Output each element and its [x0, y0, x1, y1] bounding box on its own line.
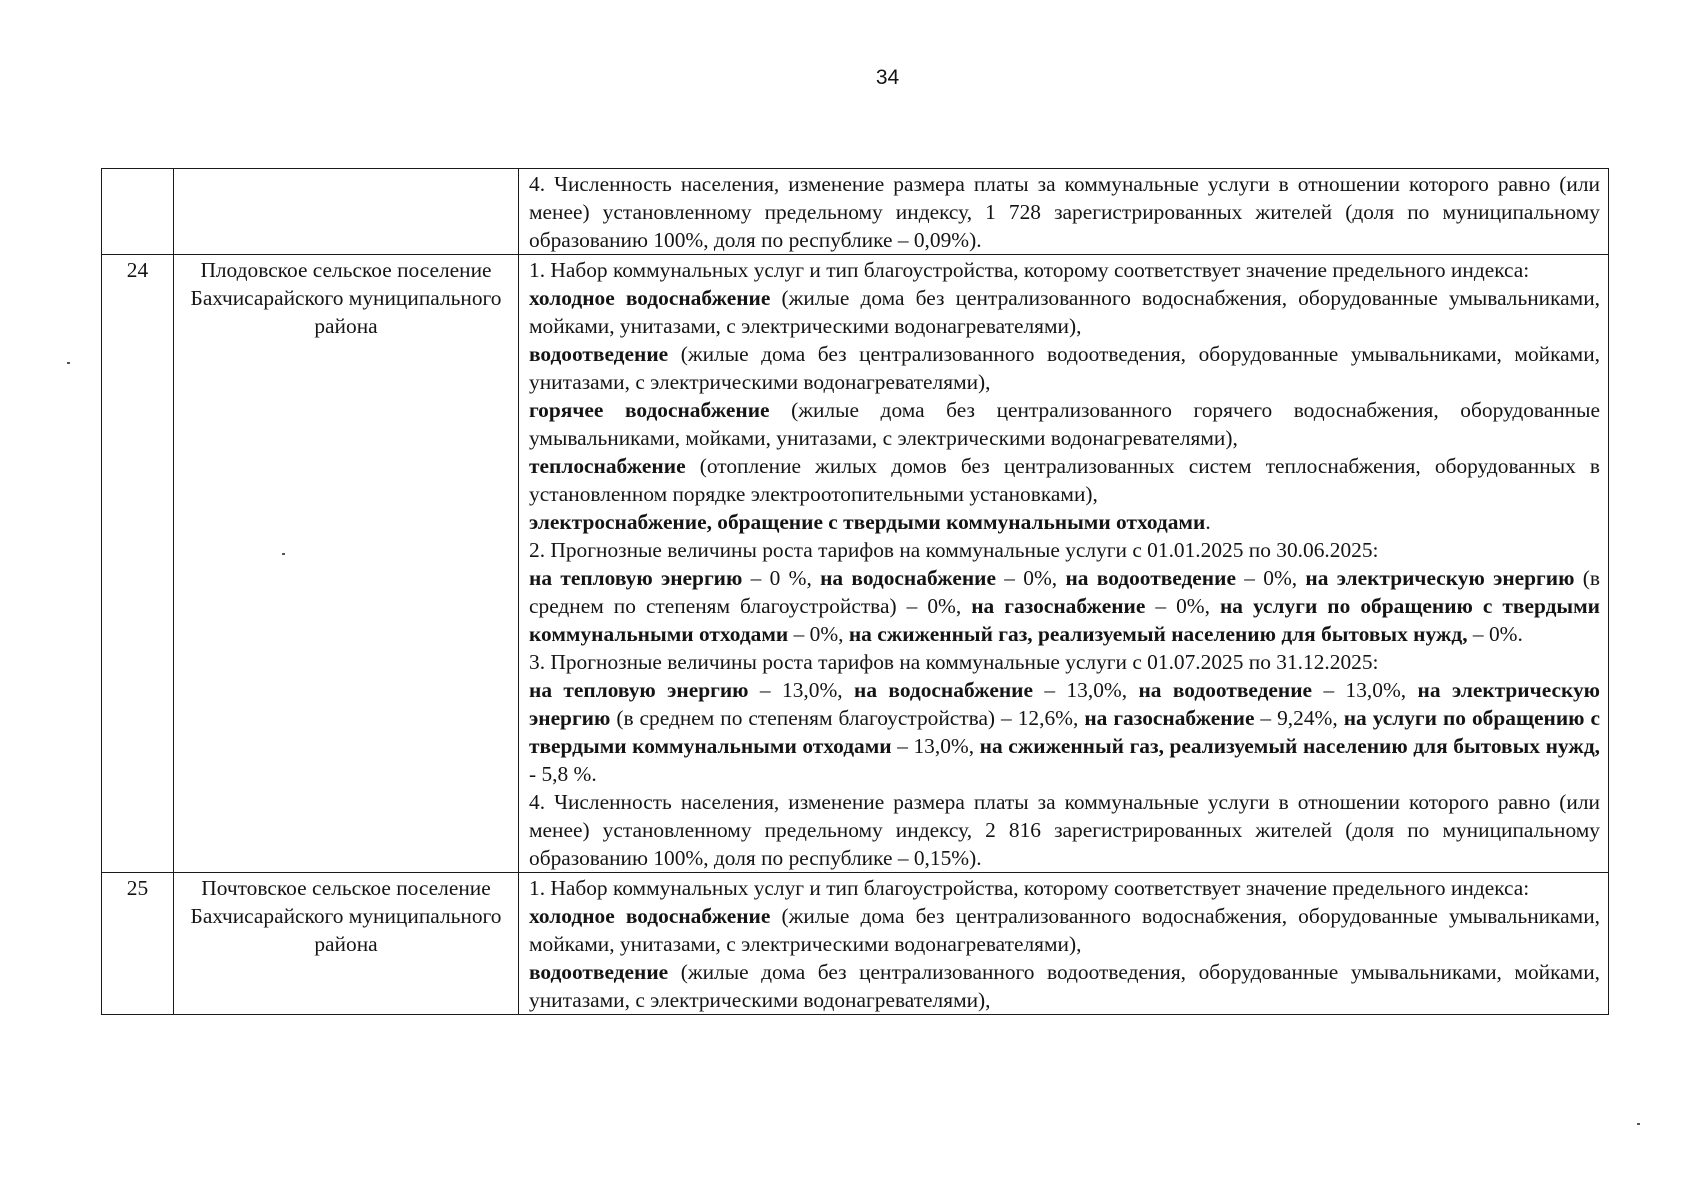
cold-water-text: (жилые дома без централизованного водоснабжения, оборудованные умывальниками, мойками, унитазами, с электрическими водонагревателями),: [529, 904, 1600, 956]
forecast-h2-values: [529, 676, 1600, 788]
forecast-h2-elec-value: (в среднем по степеням благоустройства) – 12,6%,: [610, 706, 1085, 730]
forecast-h2-heat-label: на тепловую энергию: [529, 678, 749, 702]
table-row: [102, 169, 1609, 255]
forecast-h1-water-label: на водоснабжение: [820, 566, 996, 590]
cold-water-text: (жилые дома без централизованного водоснабжения, оборудованные умывальниками, мойками, унитазами, с электрическими водонагревателями),: [529, 286, 1600, 338]
scan-speck: [67, 362, 70, 364]
forecast-h2-water-label: на водоснабжение: [854, 678, 1033, 702]
cold-water-label: холодное водоснабжение: [529, 286, 771, 310]
drainage-paragraph: [529, 958, 1600, 1014]
description-cell: [519, 255, 1609, 873]
forecast-h1-elec-label: на электрическую энергию: [1305, 566, 1575, 590]
forecast-h1-gas-label: на газоснабжение: [971, 594, 1146, 618]
forecast-h1-waste-value: – 0%,: [788, 622, 849, 646]
forecast-h1-intro: 2. Прогнозные величины роста тарифов на коммунальные услуги с 01.01.2025 по 30.06.2025:: [529, 538, 1379, 562]
page-number: 34: [875, 66, 900, 89]
forecast-h1-heat-label: на тепловую энергию: [529, 566, 743, 590]
scan-speck: [1637, 1123, 1640, 1125]
forecast-h1-water-value: – 0%,: [995, 566, 1066, 590]
forecast-h1-heat-value: – 0 %,: [742, 566, 821, 590]
municipality-name-cell: [174, 169, 519, 255]
cold-water-paragraph: [529, 902, 1600, 958]
cold-water-label: холодное водоснабжение: [529, 904, 771, 928]
services-set-paragraph: [529, 874, 1600, 902]
row-number-cell: [102, 169, 174, 255]
forecast-h2-lpg-value: - 5,8 %.: [529, 762, 597, 786]
forecast-h2-water-value: – 13,0%,: [1032, 678, 1139, 702]
tariff-table: [101, 168, 1609, 1015]
forecast-h2-drain-value: – 13,0%,: [1312, 678, 1418, 702]
forecast-h2-intro: 3. Прогнозные величины роста тарифов на коммунальные услуги с 01.07.2025 по 31.12.2025:: [529, 650, 1379, 674]
forecast-h2-elec-label: на электрическую энергию: [529, 678, 1601, 730]
forecast-h2-gas-value: – 9,24%,: [1254, 706, 1344, 730]
forecast-h1-drain-value: – 0%,: [1235, 566, 1306, 590]
forecast-h1-drain-label: на водоотведение: [1065, 566, 1236, 590]
description-cell: [519, 873, 1609, 1015]
services-set-intro: 1. Набор коммунальных услуг и тип благоустройства, которому соответствует значение предельного индекса:: [529, 258, 1530, 282]
electricity-waste-paragraph: [529, 508, 1600, 536]
municipality-name-cell: Плодовское сельское поселение Бахчисарайского муниципального района: [174, 255, 519, 873]
forecast-h1-values: [529, 564, 1600, 648]
heating-text: (отопление жилых домов без централизованных систем теплоснабжения, оборудованных в установленном порядке электроотопительными установками),: [529, 454, 1600, 506]
drainage-paragraph: [529, 340, 1600, 396]
drainage-text: (жилые дома без централизованного водоотведения, оборудованные умывальниками, мойками, унитазами, с электрическими водонагревателями),: [529, 960, 1600, 1012]
forecast-h1-lpg-label: на сжиженный газ, реализуемый населению для бытовых нужд,: [848, 622, 1468, 646]
description-cell: [519, 169, 1609, 255]
table-row: [102, 873, 1609, 1015]
hot-water-label: горячее водоснабжение: [529, 398, 770, 422]
forecast-h2-lpg-label: на сжиженный газ, реализуемый населению для бытовых нужд,: [979, 734, 1600, 758]
forecast-h2-heat-value: – 13,0%,: [748, 678, 855, 702]
services-set-intro: 1. Набор коммунальных услуг и тип благоустройства, которому соответствует значение предельного индекса:: [529, 876, 1530, 900]
row-number-cell: 25: [102, 873, 174, 1015]
population-paragraph: 4. Численность населения, изменение размера платы за коммунальные услуги в отношении которого равно (или менее) установленному предельному индексу, 1 728 зарегистрированных жителей (доля по муниципальному образованию 100%, доля по республике – 0,09%).: [529, 172, 1600, 252]
drainage-label: водоотведение: [529, 960, 669, 984]
forecast-h2-drain-label: на водоотведение: [1138, 678, 1313, 702]
forecast-h2-waste-value: – 13,0%,: [891, 734, 980, 758]
heating-paragraph: [529, 452, 1600, 508]
table-row: [102, 255, 1609, 873]
forecast-h1-elec-value: (в среднем по степеням благоустройства) – 0%,: [529, 566, 1600, 618]
electricity-waste-end: .: [1205, 510, 1211, 534]
municipality-name-cell: Почтовское сельское поселение Бахчисарайского муниципального района: [174, 873, 519, 1015]
drainage-label: водоотведение: [529, 342, 669, 366]
electricity-waste-label: электроснабжение, обращение с твердыми коммунальными отходами: [529, 510, 1206, 534]
drainage-text: (жилые дома без централизованного водоотведения, оборудованные умывальниками, мойками, унитазами, с электрическими водонагревателями),: [529, 342, 1600, 394]
cold-water-paragraph: [529, 284, 1600, 340]
forecast-h1-gas-value: – 0%,: [1145, 594, 1220, 618]
forecast-h1-lpg-value: – 0%.: [1467, 622, 1523, 646]
population-paragraph: 4. Численность населения, изменение размера платы за коммунальные услуги в отношении которого равно (или менее) установленному предельному индексу, 2 816 зарегистрированных жителей (доля по муниципальному образованию 100%, доля по республике – 0,15%).: [529, 790, 1600, 870]
row-number-cell: 24: [102, 255, 174, 873]
hot-water-paragraph: [529, 396, 1600, 452]
hot-water-text: (жилые дома без централизованного горячего водоснабжения, оборудованные умывальниками, мойками, унитазами, с электрическими водонагревателями),: [529, 398, 1600, 450]
scan-speck: [282, 553, 285, 555]
forecast-h2-waste-label: на услуги по обращению с твердыми коммунальными отходами: [529, 706, 1600, 758]
heating-label: теплоснабжение: [529, 454, 686, 478]
services-set-paragraph: [529, 256, 1600, 284]
forecast-h2-gas-label: на газоснабжение: [1084, 706, 1255, 730]
forecast-h1-waste-label: на услуги по обращению с твердыми коммунальными отходами: [529, 594, 1600, 646]
